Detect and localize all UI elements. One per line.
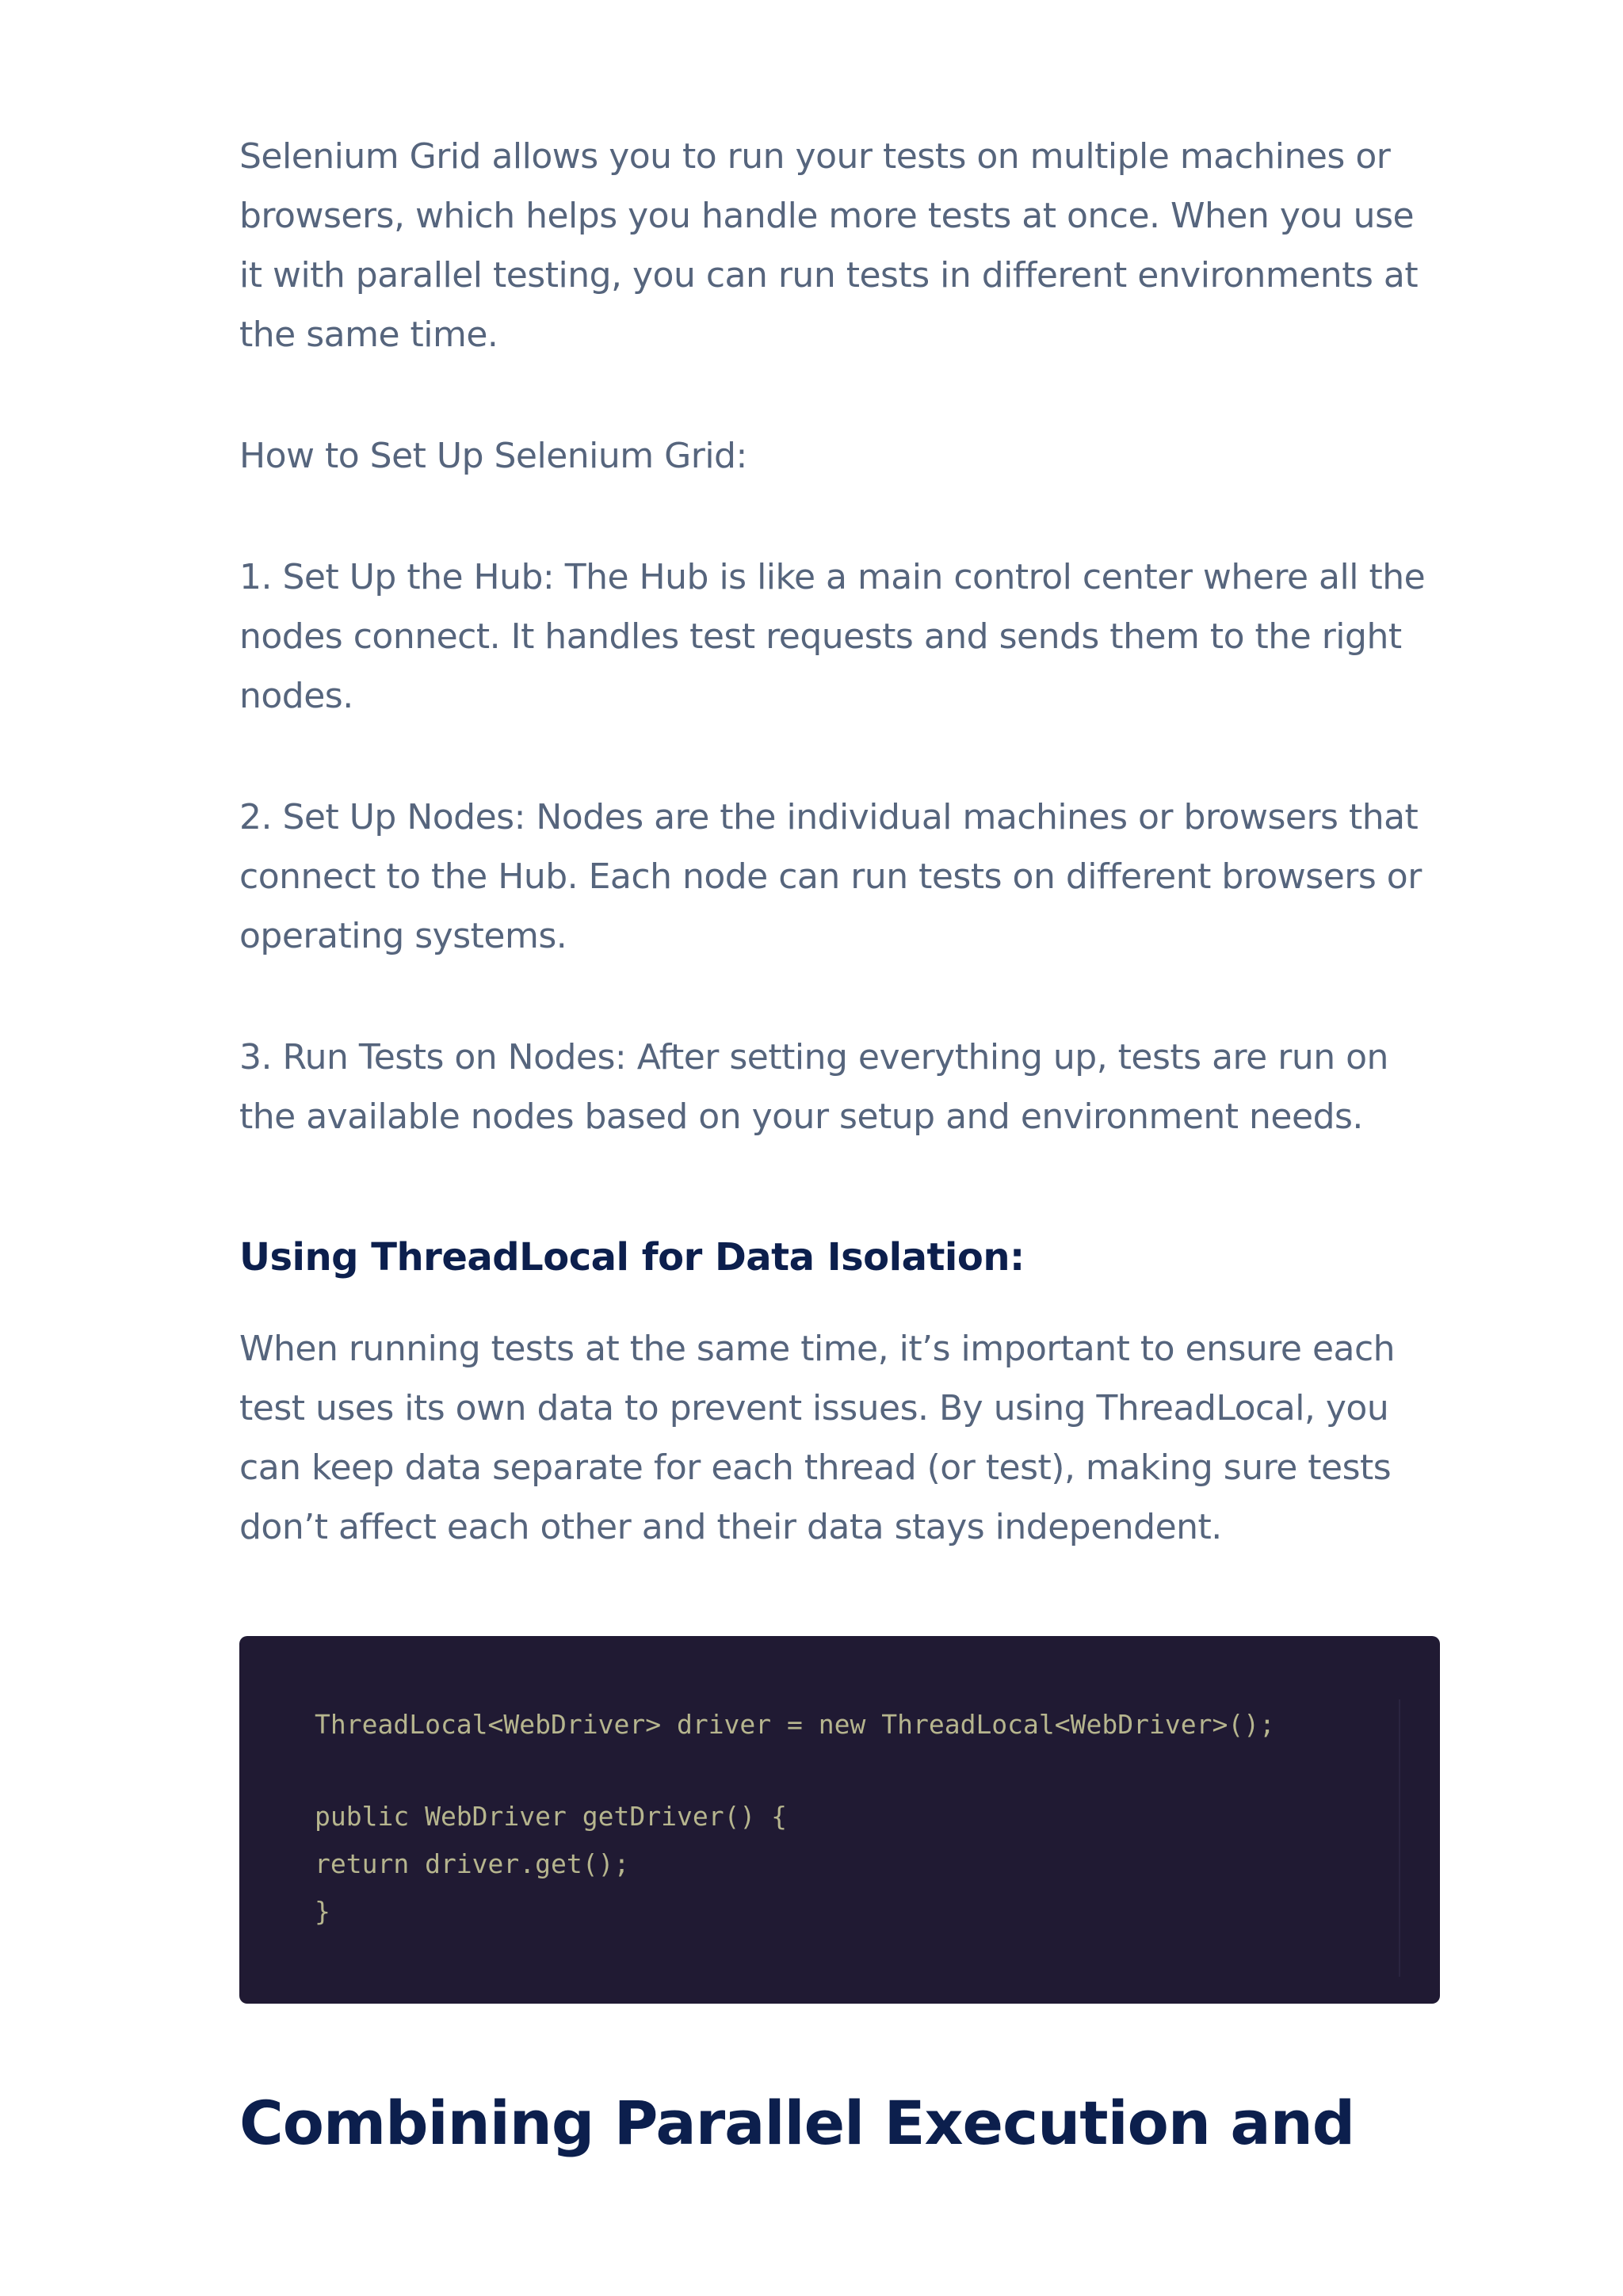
code-line-blank: [315, 1749, 1440, 1793]
step-run-tests: 3. Run Tests on Nodes: After setting everything up, tests are run on the available nodes based on your setup and environment needs.: [239, 1037, 1388, 1137]
threadlocal-paragraph: When running tests at the same time, it’s important to ensure each test uses its own data to prevent issues. By using ThreadLocal, you can keep data separate for each thread (or test), making sure tests don’t affect each other and their data stays independent.: [239, 1329, 1396, 1547]
code-line: return driver.get();: [315, 1848, 630, 1879]
setup-heading: How to Set Up Selenium Grid:: [239, 436, 747, 476]
intro-paragraph: Selenium Grid allows you to run your tests on multiple machines or browsers, which helps you handle more tests at once. When you use it with parallel testing, you can run tests in different environments at the same time.: [239, 136, 1419, 355]
code-block[interactable]: [239, 1636, 1440, 2004]
threadlocal-heading: Using ThreadLocal for Data Isolation:: [239, 1235, 1025, 1280]
code-line: }: [315, 1896, 330, 1927]
code-line: ThreadLocal<WebDriver> driver = new ThreadLocal<WebDriver>();: [315, 1709, 1275, 1740]
article-body: [239, 127, 1440, 2159]
step-nodes: 2. Set Up Nodes: Nodes are the individual machines or browsers that connect to the Hub. Each node can run tests on different browsers or operating systems.: [239, 797, 1422, 956]
next-section-heading: Combining Parallel Execution and: [239, 2088, 1355, 2158]
step-hub: 1. Set Up the Hub: The Hub is like a main control center where all the nodes connect. It handles test requests and sends them to the right nodes.: [239, 557, 1426, 716]
code-line: public WebDriver getDriver() {: [315, 1801, 788, 1832]
code-scrollbar[interactable]: [1399, 1699, 1400, 1977]
